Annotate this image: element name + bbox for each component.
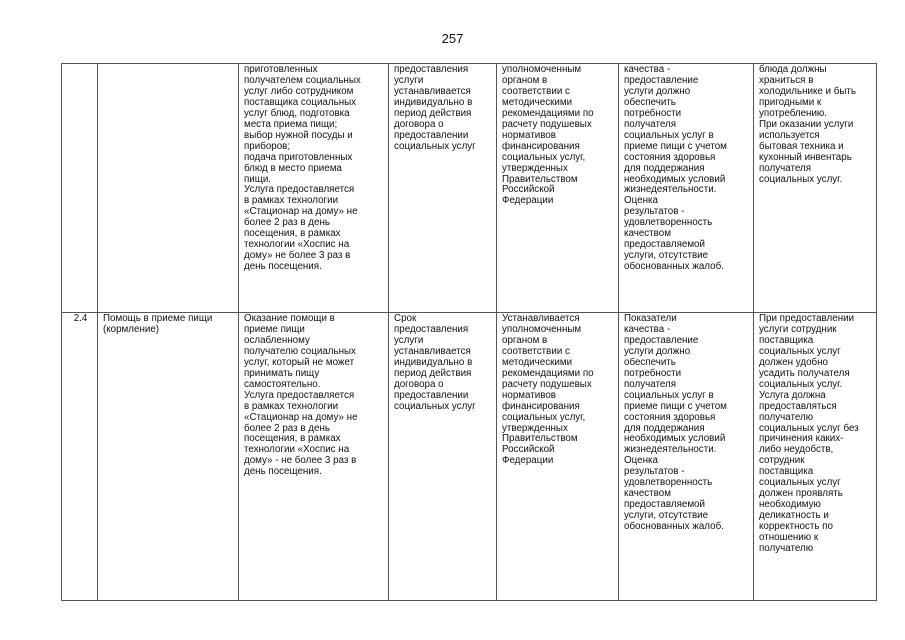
- table-row: [62, 64, 877, 313]
- cell-service-name: Помощь в приеме пищи (кормление): [98, 313, 239, 601]
- cell-funding-norm: уполномоченным органом в соответствии с методическими рекомендациями по расчету подушевых нормативов финансирования социальных услуг, утвержденных Правительством Российской Федерации: [497, 64, 619, 313]
- cell-service-conditions: При предоставлении услуги сотрудник поставщика социальных услуг должен удобно усадить получателя социальных услуг. Услуга должна предоставляться получателю социальных услуг без причинения каких- либо неудобств, сотрудник поставщика социальных услуг должен проявлять необходимую деликатность и корректность по отношению к получателю: [754, 313, 877, 601]
- table-row: [62, 313, 877, 601]
- cell-service-term: предоставления услуги устанавливается индивидуально в период действия договора о предоставлении социальных услуг: [389, 64, 497, 313]
- cell-quality-indicators: качества - предоставление услуги должно обеспечить потребности получателя социальных услуг в приеме пищи с учетом состояния здоровья для поддержания необходимых условий жизнедеятельности. Оценка результатов - удовлетворенность качеством предоставляемой услуги, отсутствие обоснованных жалоб.: [619, 64, 754, 313]
- cell-number: 2.4: [62, 313, 98, 601]
- services-table: [61, 63, 877, 601]
- cell-service-term: Срок предоставления услуги устанавливается индивидуально в период действия договора о предоставлении социальных услуг: [389, 313, 497, 601]
- page-number: 257: [441, 31, 464, 46]
- cell-funding-norm: Устанавливается уполномоченным органом в соответствии с методическими рекомендациями по расчету подушевых нормативов финансирования социальных услуг, утвержденных Правительством Российской Федерации: [497, 313, 619, 601]
- cell-quality-indicators: Показатели качества - предоставление услуги должно обеспечить потребности получателя социальных услуг в приеме пищи с учетом состояния здоровья для поддержания необходимых условий жизнедеятельности. Оценка результатов - удовлетворенность качеством предоставляемой услуги, отсутствие обоснованных жалоб.: [619, 313, 754, 601]
- cell-service-description: Оказание помощи в приеме пищи ослабленному получателю социальных услуг, который не может принимать пищу самостоятельно. Услуга предоставляется в рамках технологии «Стационар на дому» не более 2 раз в день посещения, в рамках технологии «Хоспис на дому» - не более 3 раз в день посещения.: [239, 313, 389, 601]
- cell-service-description: приготовленных получателем социальных услуг либо сотрудником поставщика социальных услуг блюд, подготовка места приема пищи; выбор нужной посуды и приборов; подача приготовленных блюд в место приема пищи. Услуга предоставляется в рамках технологии «Стационар на дому» не более 2 раз в день посещения, в рамках технологии «Хоспис на дому» не более 3 раз в день посещения.: [239, 64, 389, 313]
- cell-number: [62, 64, 98, 313]
- cell-service-conditions: блюда должны храниться в холодильнике и быть пригодными к употреблению. При оказании услуги используется бытовая техника и кухонный инвентарь получателя социальных услуг.: [754, 64, 877, 313]
- cell-service-name: [98, 64, 239, 313]
